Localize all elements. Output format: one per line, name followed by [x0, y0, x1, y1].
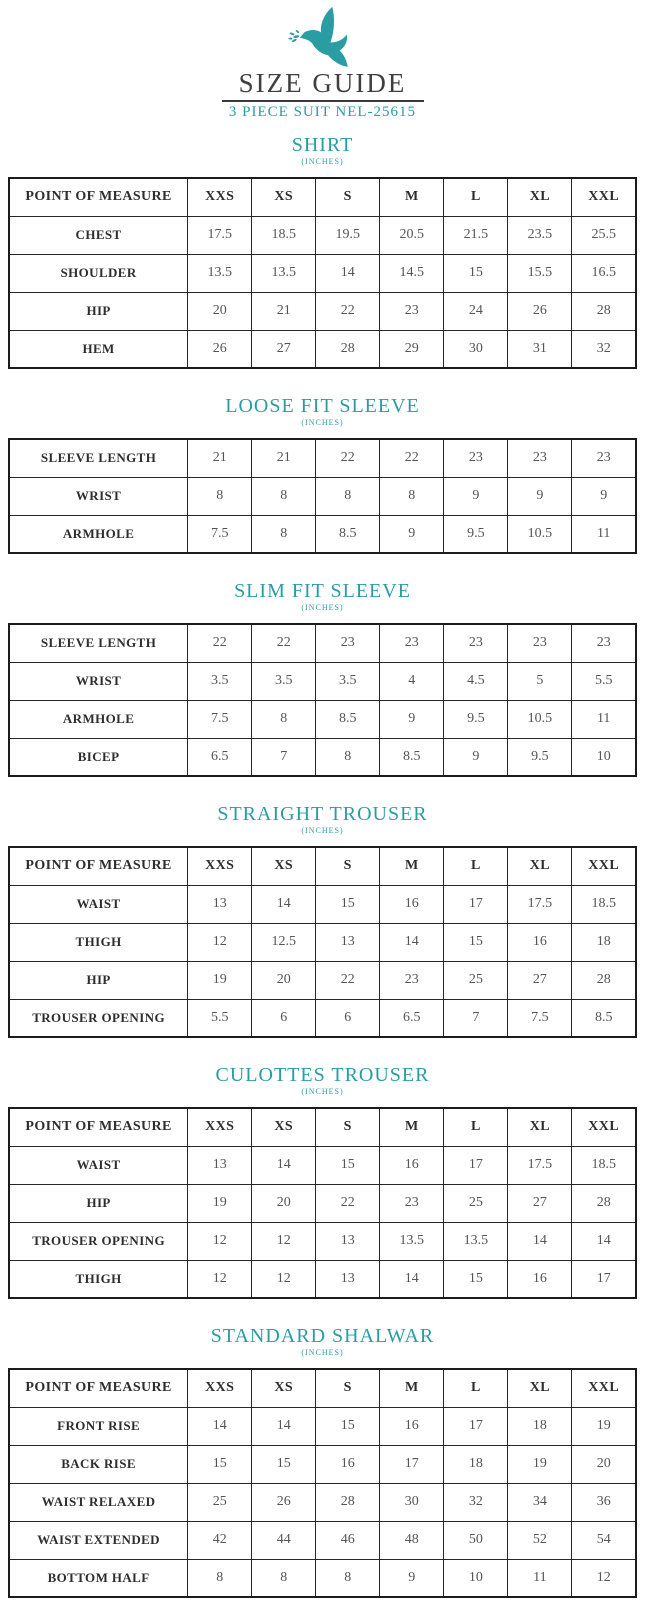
- section-slim-fit-sleeve: [0, 581, 645, 777]
- measure-value: 14: [252, 1146, 316, 1184]
- measure-value: 8: [188, 1559, 252, 1597]
- size-column-header: L: [444, 178, 508, 216]
- measure-value: 16: [508, 923, 572, 961]
- table-row: [9, 1407, 636, 1445]
- measure-value: 3.5: [316, 662, 380, 700]
- measure-value: 21: [252, 292, 316, 330]
- measure-value: 22: [188, 624, 252, 662]
- measure-value: 10.5: [508, 700, 572, 738]
- measure-value: 18.5: [252, 216, 316, 254]
- measure-value: 42: [188, 1521, 252, 1559]
- measure-value: 23: [380, 961, 444, 999]
- measure-value: 30: [380, 1483, 444, 1521]
- measure-value: 14: [188, 1407, 252, 1445]
- measure-value: 23: [380, 624, 444, 662]
- table-header-row: [9, 178, 636, 216]
- table-row: [9, 1260, 636, 1298]
- measure-value: 7.5: [188, 700, 252, 738]
- measure-value: 12: [188, 1260, 252, 1298]
- measure-value: 12: [252, 1222, 316, 1260]
- measure-value: 22: [316, 961, 380, 999]
- table-row: [9, 999, 636, 1037]
- measure-value: 7.5: [188, 515, 252, 553]
- measure-value: 28: [572, 961, 636, 999]
- table-header-row: [9, 1108, 636, 1146]
- measure-value: 23: [380, 292, 444, 330]
- measure-value: 25: [444, 1184, 508, 1222]
- section-unit-label: (INCHES): [301, 826, 344, 835]
- point-of-measure-header: POINT OF MEASURE: [9, 847, 188, 885]
- measure-value: 5.5: [188, 999, 252, 1037]
- section-title: CULOTTES TROUSER: [215, 1064, 430, 1086]
- measure-value: 32: [572, 330, 636, 368]
- measure-value: 34: [508, 1483, 572, 1521]
- measure-label: FRONT RISE: [9, 1407, 188, 1445]
- section-title: SLIM FIT SLEEVE: [234, 580, 411, 602]
- size-table: [8, 1107, 637, 1299]
- size-column-header: M: [380, 847, 444, 885]
- section-culottes-trouser: [0, 1065, 645, 1299]
- measure-value: 9: [508, 477, 572, 515]
- section-unit-label: (INCHES): [301, 1348, 344, 1357]
- measure-label: WAIST: [9, 885, 188, 923]
- measure-label: ARMHOLE: [9, 515, 188, 553]
- measure-label: HIP: [9, 292, 188, 330]
- size-column-header: XXL: [572, 178, 636, 216]
- section-unit-label: (INCHES): [301, 157, 344, 166]
- measure-value: 18: [572, 923, 636, 961]
- measure-value: 23: [572, 624, 636, 662]
- measure-value: 13.5: [252, 254, 316, 292]
- table-row: [9, 1559, 636, 1597]
- measure-value: 8.5: [572, 999, 636, 1037]
- size-column-header: XXL: [572, 1369, 636, 1407]
- measure-label: WAIST EXTENDED: [9, 1521, 188, 1559]
- measure-value: 18.5: [572, 1146, 636, 1184]
- measure-value: 15.5: [508, 254, 572, 292]
- measure-value: 8: [316, 477, 380, 515]
- size-column-header: XL: [508, 847, 572, 885]
- table-row: [9, 515, 636, 553]
- section-shirt: [0, 135, 645, 369]
- measure-value: 19: [188, 1184, 252, 1222]
- measure-value: 26: [508, 292, 572, 330]
- measure-value: 19: [188, 961, 252, 999]
- size-column-header: XL: [508, 178, 572, 216]
- section-unit-label: (INCHES): [301, 1087, 344, 1096]
- measure-value: 7.5: [508, 999, 572, 1037]
- section-unit-label: (INCHES): [301, 603, 344, 612]
- measure-value: 11: [508, 1559, 572, 1597]
- table-row: [9, 1184, 636, 1222]
- size-column-header: M: [380, 178, 444, 216]
- measure-label: WAIST: [9, 1146, 188, 1184]
- measure-value: 15: [316, 1407, 380, 1445]
- measure-value: 25: [188, 1483, 252, 1521]
- measure-value: 30: [444, 330, 508, 368]
- measure-value: 12: [188, 1222, 252, 1260]
- measure-value: 14: [380, 923, 444, 961]
- measure-value: 27: [252, 330, 316, 368]
- size-column-header: XS: [252, 1108, 316, 1146]
- table-row: [9, 439, 636, 477]
- measure-value: 15: [316, 1146, 380, 1184]
- measure-value: 10: [444, 1559, 508, 1597]
- measure-value: 8: [252, 515, 316, 553]
- measure-value: 28: [572, 1184, 636, 1222]
- measure-value: 54: [572, 1521, 636, 1559]
- measure-label: CHEST: [9, 216, 188, 254]
- measure-value: 22: [316, 1184, 380, 1222]
- size-column-header: XL: [508, 1108, 572, 1146]
- measure-value: 14: [508, 1222, 572, 1260]
- size-column-header: S: [316, 1369, 380, 1407]
- measure-value: 9: [380, 1559, 444, 1597]
- size-table: [8, 846, 637, 1038]
- measure-value: 18: [508, 1407, 572, 1445]
- measure-value: 21: [252, 439, 316, 477]
- measure-value: 13: [188, 885, 252, 923]
- measure-value: 7: [252, 738, 316, 776]
- page-title: SIZE GUIDE: [238, 68, 407, 98]
- measure-value: 28: [316, 1483, 380, 1521]
- point-of-measure-header: POINT OF MEASURE: [9, 178, 188, 216]
- dove-logo-icon: [0, 6, 645, 70]
- measure-value: 27: [508, 1184, 572, 1222]
- measure-value: 18: [444, 1445, 508, 1483]
- section-straight-trouser: [0, 804, 645, 1038]
- measure-value: 14: [572, 1222, 636, 1260]
- measure-value: 8: [316, 738, 380, 776]
- measure-value: 6: [316, 999, 380, 1037]
- measure-value: 29: [380, 330, 444, 368]
- table-row: [9, 923, 636, 961]
- table-row: [9, 216, 636, 254]
- measure-label: SHOULDER: [9, 254, 188, 292]
- measure-value: 8.5: [380, 738, 444, 776]
- measure-value: 31: [508, 330, 572, 368]
- page-subtitle: 3 PIECE SUIT NEL-25615: [228, 104, 417, 120]
- measure-value: 17.5: [188, 216, 252, 254]
- measure-value: 23: [508, 439, 572, 477]
- measure-value: 15: [444, 923, 508, 961]
- point-of-measure-header: POINT OF MEASURE: [9, 1369, 188, 1407]
- measure-value: 20: [252, 1184, 316, 1222]
- measure-value: 19: [572, 1407, 636, 1445]
- measure-value: 48: [380, 1521, 444, 1559]
- size-column-header: XS: [252, 178, 316, 216]
- size-column-header: L: [444, 847, 508, 885]
- measure-value: 17: [444, 1407, 508, 1445]
- measure-value: 44: [252, 1521, 316, 1559]
- section-unit-label: (INCHES): [301, 418, 344, 427]
- size-column-header: XXS: [188, 1108, 252, 1146]
- measure-value: 13.5: [188, 254, 252, 292]
- measure-value: 9: [444, 738, 508, 776]
- measure-value: 13: [188, 1146, 252, 1184]
- section-standard-shalwar: [0, 1326, 645, 1598]
- measure-value: 13.5: [380, 1222, 444, 1260]
- measure-label: SLEEVE LENGTH: [9, 624, 188, 662]
- measure-value: 11: [572, 515, 636, 553]
- measure-value: 15: [316, 885, 380, 923]
- table-header-row: [9, 1369, 636, 1407]
- measure-value: 52: [508, 1521, 572, 1559]
- measure-value: 16: [508, 1260, 572, 1298]
- table-row: [9, 662, 636, 700]
- point-of-measure-header: POINT OF MEASURE: [9, 1108, 188, 1146]
- size-column-header: XXS: [188, 847, 252, 885]
- section-loose-fit-sleeve: [0, 396, 645, 554]
- table-row: [9, 1146, 636, 1184]
- size-column-header: L: [444, 1108, 508, 1146]
- measure-value: 22: [316, 292, 380, 330]
- measure-value: 13: [316, 1222, 380, 1260]
- measure-value: 8.5: [316, 515, 380, 553]
- measure-value: 8: [252, 1559, 316, 1597]
- measure-value: 9: [380, 700, 444, 738]
- measure-value: 17: [444, 1146, 508, 1184]
- measure-value: 9: [444, 477, 508, 515]
- table-row: [9, 624, 636, 662]
- size-column-header: XXS: [188, 178, 252, 216]
- measure-value: 16: [380, 1146, 444, 1184]
- measure-value: 17: [572, 1260, 636, 1298]
- size-column-header: XXL: [572, 1108, 636, 1146]
- measure-value: 8: [252, 477, 316, 515]
- title-divider: [222, 100, 424, 102]
- measure-value: 20: [188, 292, 252, 330]
- measure-value: 32: [444, 1483, 508, 1521]
- measure-value: 13: [316, 1260, 380, 1298]
- measure-value: 22: [380, 439, 444, 477]
- measure-label: HIP: [9, 961, 188, 999]
- measure-label: BICEP: [9, 738, 188, 776]
- measure-value: 13.5: [444, 1222, 508, 1260]
- measure-value: 16: [316, 1445, 380, 1483]
- measure-label: WRIST: [9, 662, 188, 700]
- measure-value: 9.5: [444, 515, 508, 553]
- measure-value: 25: [444, 961, 508, 999]
- measure-value: 17.5: [508, 1146, 572, 1184]
- measure-label: HEM: [9, 330, 188, 368]
- measure-value: 26: [252, 1483, 316, 1521]
- measure-value: 17: [444, 885, 508, 923]
- measure-label: TROUSER OPENING: [9, 1222, 188, 1260]
- section-title: SHIRT: [291, 134, 354, 156]
- size-column-header: S: [316, 178, 380, 216]
- measure-value: 25.5: [572, 216, 636, 254]
- table-row: [9, 477, 636, 515]
- size-table: [8, 1368, 637, 1598]
- size-column-header: M: [380, 1369, 444, 1407]
- measure-label: BACK RISE: [9, 1445, 188, 1483]
- measure-value: 28: [572, 292, 636, 330]
- measure-value: 20.5: [380, 216, 444, 254]
- measure-value: 17.5: [508, 885, 572, 923]
- measure-label: WAIST RELAXED: [9, 1483, 188, 1521]
- measure-value: 12: [252, 1260, 316, 1298]
- measure-value: 28: [316, 330, 380, 368]
- measure-label: HIP: [9, 1184, 188, 1222]
- measure-label: THIGH: [9, 1260, 188, 1298]
- measure-value: 23: [572, 439, 636, 477]
- measure-value: 6.5: [380, 999, 444, 1037]
- measure-value: 46: [316, 1521, 380, 1559]
- size-guide-sections: [0, 135, 645, 1598]
- measure-value: 3.5: [188, 662, 252, 700]
- size-table: [8, 623, 637, 777]
- measure-value: 14.5: [380, 254, 444, 292]
- table-row: [9, 254, 636, 292]
- measure-value: 8: [380, 477, 444, 515]
- size-column-header: M: [380, 1108, 444, 1146]
- measure-value: 22: [252, 624, 316, 662]
- table-row: [9, 885, 636, 923]
- measure-value: 23.5: [508, 216, 572, 254]
- measure-value: 23: [444, 439, 508, 477]
- measure-value: 12.5: [252, 923, 316, 961]
- measure-value: 17: [380, 1445, 444, 1483]
- table-row: [9, 1445, 636, 1483]
- size-table: [8, 177, 637, 369]
- measure-label: THIGH: [9, 923, 188, 961]
- measure-value: 27: [508, 961, 572, 999]
- size-column-header: XS: [252, 847, 316, 885]
- size-column-header: XXL: [572, 847, 636, 885]
- measure-value: 4.5: [444, 662, 508, 700]
- measure-value: 14: [252, 885, 316, 923]
- measure-value: 8.5: [316, 700, 380, 738]
- measure-label: BOTTOM HALF: [9, 1559, 188, 1597]
- measure-label: SLEEVE LENGTH: [9, 439, 188, 477]
- measure-value: 19: [508, 1445, 572, 1483]
- size-column-header: S: [316, 847, 380, 885]
- measure-value: 16.5: [572, 254, 636, 292]
- measure-value: 8: [188, 477, 252, 515]
- measure-value: 15: [188, 1445, 252, 1483]
- measure-label: TROUSER OPENING: [9, 999, 188, 1037]
- table-row: [9, 700, 636, 738]
- measure-value: 36: [572, 1483, 636, 1521]
- measure-value: 18.5: [572, 885, 636, 923]
- measure-value: 5.5: [572, 662, 636, 700]
- measure-value: 8: [316, 1559, 380, 1597]
- measure-value: 15: [252, 1445, 316, 1483]
- measure-value: 4: [380, 662, 444, 700]
- measure-value: 8: [252, 700, 316, 738]
- measure-value: 19.5: [316, 216, 380, 254]
- table-row: [9, 961, 636, 999]
- measure-value: 16: [380, 1407, 444, 1445]
- measure-value: 21.5: [444, 216, 508, 254]
- measure-value: 7: [444, 999, 508, 1037]
- measure-value: 6.5: [188, 738, 252, 776]
- measure-value: 12: [188, 923, 252, 961]
- measure-value: 15: [444, 254, 508, 292]
- size-column-header: XL: [508, 1369, 572, 1407]
- measure-value: 10.5: [508, 515, 572, 553]
- measure-value: 12: [572, 1559, 636, 1597]
- measure-value: 10: [572, 738, 636, 776]
- measure-value: 9: [572, 477, 636, 515]
- measure-value: 20: [252, 961, 316, 999]
- measure-value: 16: [380, 885, 444, 923]
- measure-label: WRIST: [9, 477, 188, 515]
- table-row: [9, 1521, 636, 1559]
- measure-value: 9: [380, 515, 444, 553]
- measure-value: 3.5: [252, 662, 316, 700]
- measure-value: 11: [572, 700, 636, 738]
- measure-value: 50: [444, 1521, 508, 1559]
- section-title: STANDARD SHALWAR: [210, 1325, 435, 1347]
- size-column-header: L: [444, 1369, 508, 1407]
- measure-value: 23: [508, 624, 572, 662]
- measure-label: ARMHOLE: [9, 700, 188, 738]
- size-column-header: S: [316, 1108, 380, 1146]
- section-title: STRAIGHT TROUSER: [217, 803, 428, 825]
- size-column-header: XXS: [188, 1369, 252, 1407]
- table-row: [9, 330, 636, 368]
- table-row: [9, 1483, 636, 1521]
- measure-value: 9.5: [508, 738, 572, 776]
- measure-value: 13: [316, 923, 380, 961]
- section-title: LOOSE FIT SLEEVE: [225, 395, 420, 417]
- table-row: [9, 1222, 636, 1260]
- measure-value: 5: [508, 662, 572, 700]
- table-row: [9, 292, 636, 330]
- measure-value: 9.5: [444, 700, 508, 738]
- measure-value: 23: [380, 1184, 444, 1222]
- measure-value: 14: [252, 1407, 316, 1445]
- table-header-row: [9, 847, 636, 885]
- brand-header: [0, 6, 645, 121]
- measure-value: 23: [316, 624, 380, 662]
- table-row: [9, 738, 636, 776]
- size-table: [8, 438, 637, 554]
- size-column-header: XS: [252, 1369, 316, 1407]
- measure-value: 22: [316, 439, 380, 477]
- measure-value: 23: [444, 624, 508, 662]
- measure-value: 21: [188, 439, 252, 477]
- measure-value: 6: [252, 999, 316, 1037]
- measure-value: 20: [572, 1445, 636, 1483]
- measure-value: 14: [380, 1260, 444, 1298]
- measure-value: 26: [188, 330, 252, 368]
- measure-value: 15: [444, 1260, 508, 1298]
- measure-value: 14: [316, 254, 380, 292]
- measure-value: 24: [444, 292, 508, 330]
